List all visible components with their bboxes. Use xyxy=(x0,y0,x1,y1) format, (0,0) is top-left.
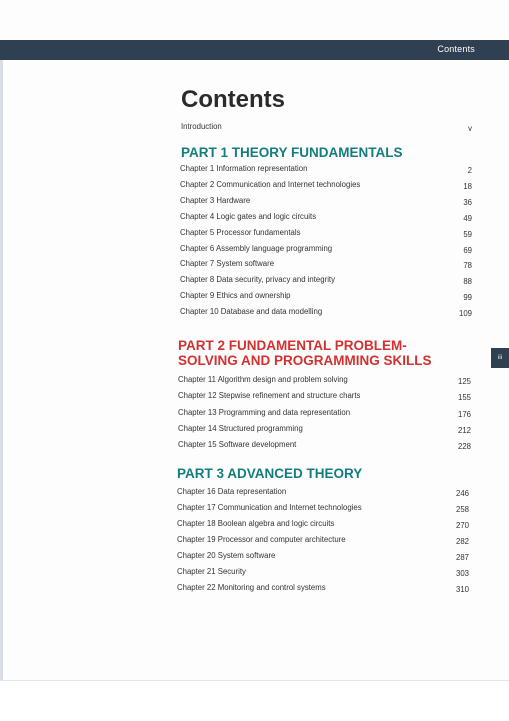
toc-entry-page: 18 xyxy=(463,181,472,191)
toc-entry-page: 109 xyxy=(458,309,472,319)
toc-entry[interactable] xyxy=(180,244,472,256)
part-1-title xyxy=(181,145,403,160)
toc-entry[interactable] xyxy=(180,212,472,224)
toc-entry-label: Chapter 21 Security xyxy=(177,567,246,576)
toc-entry-page: 88 xyxy=(463,277,472,287)
toc-entry-page: 99 xyxy=(463,293,472,303)
toc-entry[interactable] xyxy=(178,440,471,452)
toc-entry[interactable] xyxy=(177,551,469,563)
toc-entry-label: Chapter 10 Database and data modelling xyxy=(180,307,323,317)
toc-entry-label: Chapter 13 Programming and data representation xyxy=(178,407,351,417)
toc-entry-label: Chapter 2 Communication and Internet technologies xyxy=(180,179,361,189)
toc-entry-label: Chapter 18 Boolean algebra and logic circuits xyxy=(177,519,335,528)
part-3-title-line: PART 3 ADVANCED THEORY xyxy=(177,466,363,481)
toc-entry-page: 287 xyxy=(455,553,469,562)
part-2-title-line-2: SOLVING AND PROGRAMMING SKILLS xyxy=(178,353,432,368)
page-bottom-margin xyxy=(0,680,509,721)
toc-entry-label: Chapter 9 Ethics and ownership xyxy=(180,291,291,301)
toc-entry[interactable] xyxy=(178,408,471,420)
toc-entry-page: 176 xyxy=(457,409,471,419)
toc-entry-label: Chapter 16 Data representation xyxy=(177,487,287,496)
toc-entry-page: 282 xyxy=(455,537,469,546)
page-title: Contents xyxy=(181,86,285,113)
toc-entry[interactable] xyxy=(180,196,472,208)
toc-entry-label: Introduction xyxy=(181,122,222,131)
toc-entry-label: Chapter 1 Information representation xyxy=(180,164,308,173)
toc-entry[interactable] xyxy=(178,375,471,387)
toc-entry-page: 2 xyxy=(467,166,472,175)
page-left-edge xyxy=(0,60,3,680)
toc-entry[interactable] xyxy=(177,567,469,579)
toc-entry-label: Chapter 15 Software development xyxy=(178,440,297,450)
toc-entry[interactable] xyxy=(180,275,472,287)
toc-entry-label: Chapter 4 Logic gates and logic circuits xyxy=(180,211,317,221)
toc-entry-page: 125 xyxy=(457,377,471,386)
toc-entry[interactable] xyxy=(177,487,469,499)
part-2-title xyxy=(178,338,432,368)
toc-entry-label: Chapter 11 Algorithm design and problem solving xyxy=(178,375,348,384)
toc-entry-label: Chapter 20 System software xyxy=(177,551,276,560)
toc-entry-label: Chapter 7 System software xyxy=(180,259,275,269)
toc-entry[interactable] xyxy=(177,503,469,515)
header-title: Contents xyxy=(437,44,475,54)
toc-entry-label: Chapter 17 Communication and Internet technologies xyxy=(177,503,362,512)
toc-entry-page: 49 xyxy=(463,213,472,223)
toc-entry-label: Chapter 12 Stepwise refinement and structure charts xyxy=(178,391,361,401)
toc-entry-label: Chapter 19 Processor and computer architecture xyxy=(177,535,346,544)
toc-entry[interactable] xyxy=(180,291,472,303)
toc-entry-page: 36 xyxy=(463,197,472,207)
toc-entry-page: 78 xyxy=(463,261,472,271)
toc-entry-page: 59 xyxy=(463,229,472,239)
toc-entry[interactable] xyxy=(177,519,469,531)
toc-entry-label: Chapter 5 Processor fundamentals xyxy=(180,227,301,237)
toc-entry-label: Chapter 22 Monitoring and control systems xyxy=(177,583,326,592)
toc-entry-page: 155 xyxy=(457,393,471,403)
part-3-title xyxy=(177,466,362,481)
toc-entry[interactable] xyxy=(180,307,472,319)
toc-entry-page: 69 xyxy=(463,245,472,255)
toc-entry-page: 246 xyxy=(455,489,469,498)
toc-entry[interactable] xyxy=(177,583,469,595)
toc-entry-label: Chapter 3 Hardware xyxy=(180,195,251,205)
toc-entry[interactable] xyxy=(180,164,472,176)
toc-entry-page: 228 xyxy=(457,442,471,452)
part-1-title-line: PART 1 THEORY FUNDAMENTALS xyxy=(181,145,403,160)
toc-entry[interactable] xyxy=(177,535,469,547)
toc-entry-label: Chapter 6 Assembly language programming xyxy=(180,243,333,253)
toc-entry-page: 270 xyxy=(455,521,469,530)
toc-entry-page: 303 xyxy=(455,569,469,578)
toc-entry-page: 212 xyxy=(457,425,471,435)
toc-entry-page: 310 xyxy=(455,585,469,594)
toc-entry-page: 258 xyxy=(455,505,469,514)
toc-entry[interactable] xyxy=(180,259,472,271)
toc-entry[interactable] xyxy=(180,228,472,240)
toc-entry[interactable] xyxy=(180,180,472,192)
toc-entry-introduction[interactable] xyxy=(181,122,472,134)
toc-entry[interactable] xyxy=(178,391,471,403)
part-2-title-line-1: PART 2 FUNDAMENTAL PROBLEM- xyxy=(178,338,407,353)
toc-entry-label: Chapter 8 Data security, privacy and integrity xyxy=(180,275,335,285)
toc-entry[interactable] xyxy=(178,424,471,436)
header-bar xyxy=(0,40,509,60)
page-number-tab: iii xyxy=(491,348,509,368)
toc-entry-label: Chapter 14 Structured programming xyxy=(178,423,303,433)
toc-entry-page: v xyxy=(468,124,472,133)
